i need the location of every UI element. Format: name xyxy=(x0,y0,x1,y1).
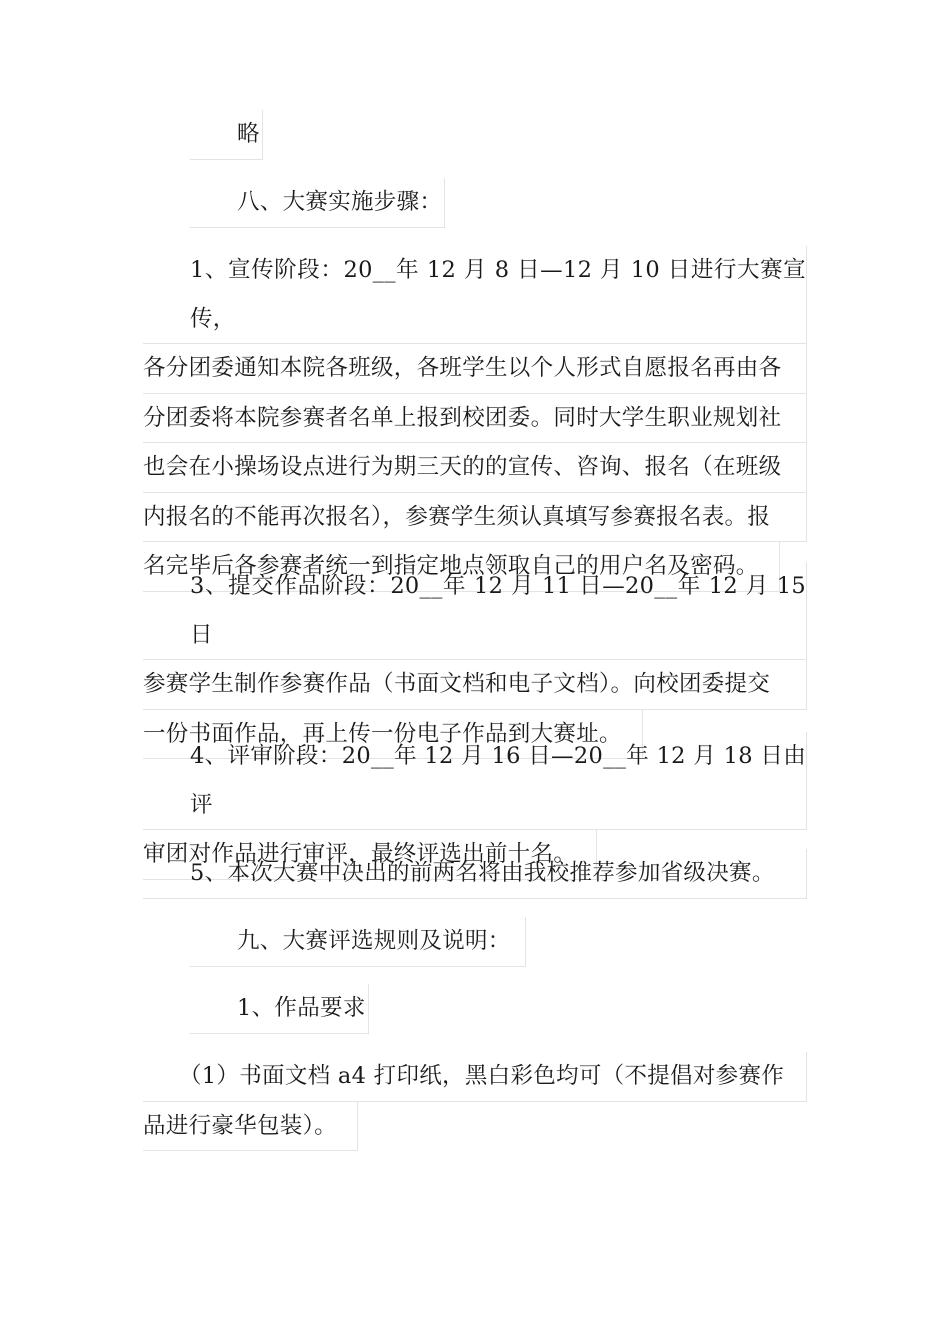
text-line: 参赛学生制作参赛作品（书面文档和电子文档）。向校团委提交 xyxy=(143,660,807,710)
section-heading-nine xyxy=(143,917,807,967)
text-line: 略 xyxy=(190,110,263,160)
text-line: （1）书面文档 a4 打印纸，黑白彩色均可（不提倡对参赛作 xyxy=(143,1052,807,1102)
text-line: 审团对作品进行审评，最终评选出前十名。 xyxy=(143,830,597,880)
text-line: 一份书面作品，再上传一份电子作品到大赛址。 xyxy=(143,710,643,760)
paragraph-step-3-submission xyxy=(143,562,807,759)
text-line: 1、宣传阶段：20__年 12 月 8 日—12 月 10 日进行大赛宣传， xyxy=(143,246,807,344)
text-line: 5、本次大赛中决出的前两名将由我校推荐参加省级决赛。 xyxy=(143,849,807,899)
text-line: 名完毕后各参赛者统一到指定地点领取自己的用户名及密码。 xyxy=(143,542,780,592)
paragraph-step-5-final xyxy=(143,849,807,899)
text-line: 也会在小操场设点进行为期三天的的宣传、咨询、报名（在班级 xyxy=(143,443,807,493)
text-line: 4、评审阶段：20__年 12 月 16 日—20__年 12 月 18 日由评 xyxy=(143,732,807,830)
text-line: 各分团委通知本院各班级，各班学生以个人形式自愿报名再由各 xyxy=(143,344,807,394)
paragraph-omitted xyxy=(143,110,807,160)
subheading-work-requirements xyxy=(143,984,807,1034)
text-line: 1、作品要求 xyxy=(190,984,369,1034)
text-line: 品进行豪华包装）。 xyxy=(143,1102,358,1152)
paragraph-step-1-publicity xyxy=(143,246,807,592)
text-line: 八、大赛实施步骤： xyxy=(190,178,445,228)
section-heading-eight xyxy=(143,178,807,228)
text-line: 九、大赛评选规则及说明： xyxy=(190,917,526,967)
text-line: 3、提交作品阶段：20__年 12 月 11 日—20__年 12 月 15 日 xyxy=(143,562,807,660)
paragraph-requirement-1 xyxy=(143,1052,807,1151)
text-line: 内报名的不能再次报名），参赛学生须认真填写参赛报名表。报 xyxy=(143,493,807,543)
text-line: 分团委将本院参赛者名单上报到校团委。同时大学生职业规划社 xyxy=(143,394,807,444)
